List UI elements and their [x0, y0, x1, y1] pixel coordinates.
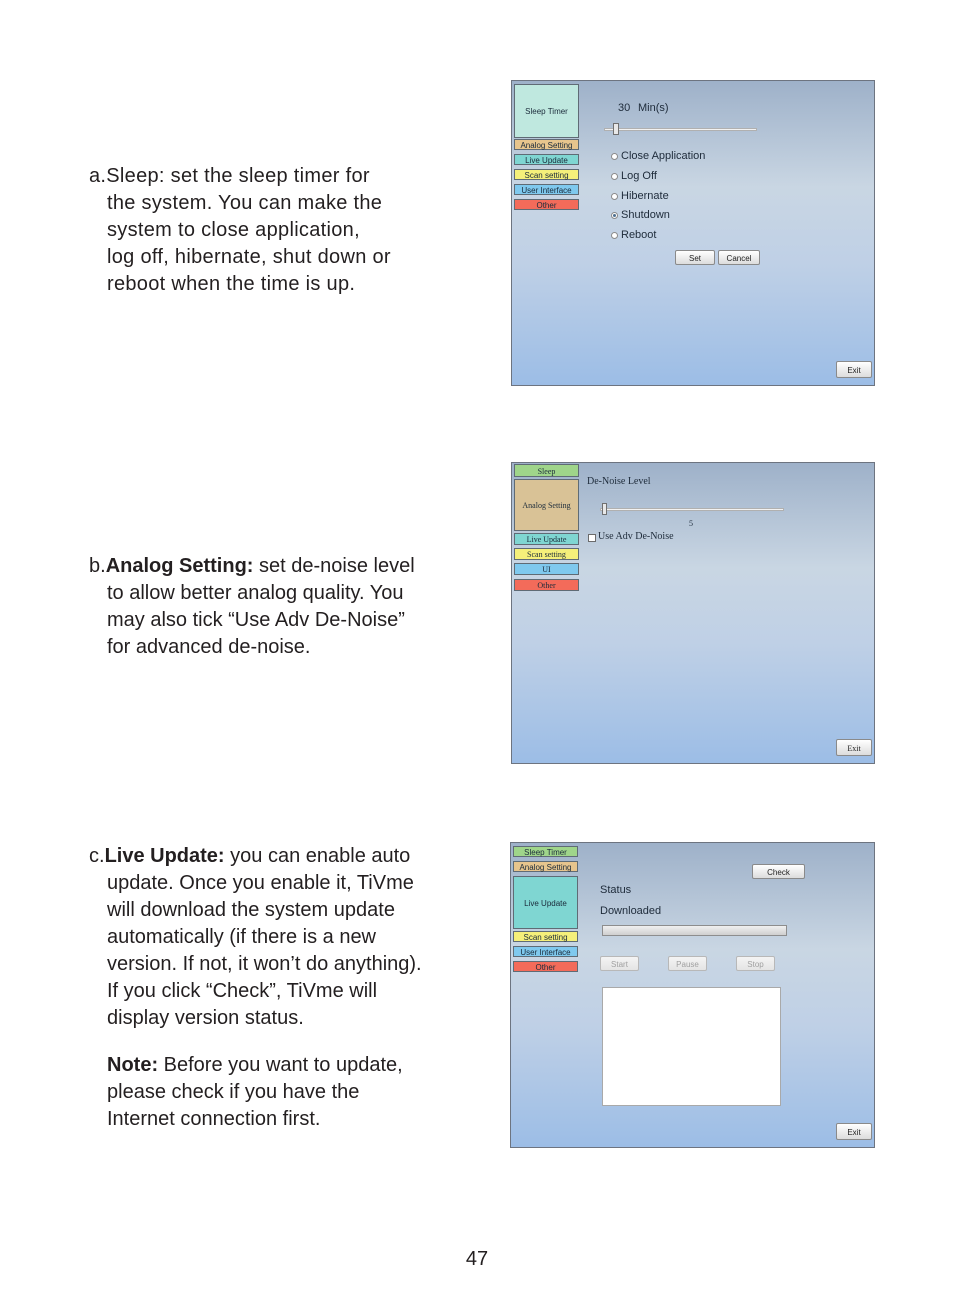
exit-button[interactable]: Exit: [836, 1123, 872, 1140]
tab-sleep[interactable]: Sleep: [514, 464, 579, 477]
pause-button[interactable]: Pause: [668, 956, 707, 971]
analog-setting-panel: [511, 462, 875, 764]
section-a-line: log off, hibernate, shut down or: [107, 246, 391, 268]
tab-live-update[interactable]: Live Update: [514, 533, 579, 545]
option-close-application: Close Application: [621, 150, 706, 162]
section-c-title: Live Update:: [104, 845, 225, 867]
tab-sleep-timer[interactable]: Sleep Timer: [514, 84, 579, 138]
radio-hibernate[interactable]: [611, 193, 618, 200]
option-reboot: Reboot: [621, 229, 657, 241]
timer-value: 30: [618, 102, 631, 114]
section-c-line: will download the system update: [107, 899, 395, 921]
note-line: Internet connection first.: [107, 1108, 321, 1130]
denoise-value: 5: [689, 519, 693, 528]
tab-other[interactable]: Other: [514, 579, 579, 591]
tab-ui[interactable]: UI: [514, 563, 579, 575]
tab-analog-setting[interactable]: Analog Setting: [514, 139, 579, 150]
section-c-first-rest: you can enable auto: [224, 845, 411, 867]
note-first-rest: Before you want to update,: [158, 1054, 403, 1076]
timer-unit: Min(s): [638, 102, 669, 114]
page-number: 47: [465, 1248, 489, 1270]
sleep-timer-slider-thumb[interactable]: [613, 123, 619, 135]
section-c-line: update. Once you enable it, TiVme: [107, 872, 414, 894]
section-c-line: display version status.: [107, 1007, 304, 1029]
section-b-first-line: [89, 553, 467, 580]
stop-button[interactable]: Stop: [736, 956, 775, 971]
adv-denoise-checkbox[interactable]: [588, 534, 596, 542]
check-button[interactable]: Check: [752, 864, 805, 879]
tab-other[interactable]: Other: [514, 199, 579, 210]
section-c-line: version. If not, it won’t do anything).: [107, 953, 422, 975]
section-b-first-rest: set de-noise level: [253, 555, 415, 577]
note-line: please check if you have the: [107, 1081, 360, 1103]
note-first-line: [107, 1052, 464, 1079]
section-b-line: for advanced de-noise.: [107, 636, 311, 658]
section-a-text: [89, 163, 437, 298]
status-label: Status: [600, 884, 632, 896]
radio-shutdown[interactable]: [611, 212, 618, 219]
cancel-button[interactable]: Cancel: [718, 250, 760, 265]
denoise-slider[interactable]: [600, 508, 784, 511]
exit-button[interactable]: Exit: [836, 739, 872, 756]
set-button[interactable]: Set: [675, 250, 715, 265]
denoise-slider-thumb[interactable]: [602, 503, 607, 515]
option-shutdown: Shutdown: [621, 209, 670, 221]
section-c-line: automatically (if there is a new: [107, 926, 377, 948]
option-hibernate: Hibernate: [621, 190, 669, 202]
live-update-panel: [510, 842, 875, 1148]
radio-close-application[interactable]: [611, 153, 618, 160]
section-a-line: reboot when the time is up.: [107, 273, 356, 295]
tab-live-update[interactable]: Live Update: [513, 876, 578, 929]
option-log-off: Log Off: [621, 170, 657, 182]
tab-analog-setting[interactable]: Analog Setting: [513, 861, 578, 872]
section-b-title: Analog Setting:: [105, 555, 254, 577]
radio-reboot[interactable]: [611, 232, 618, 239]
section-c-text: [89, 843, 464, 1032]
tab-sleep-timer[interactable]: Sleep Timer: [513, 846, 578, 857]
adv-denoise-label: Use Adv De-Noise: [598, 531, 674, 542]
section-b-prefix: b.: [89, 555, 106, 577]
status-value: Downloaded: [600, 905, 662, 917]
tab-live-update[interactable]: Live Update: [514, 154, 579, 165]
section-b-line: may also tick “Use Adv De-Noise”: [107, 609, 405, 631]
section-b-line: to allow better analog quality. You: [107, 582, 404, 604]
version-status-box[interactable]: [602, 987, 781, 1106]
tab-other[interactable]: Other: [513, 961, 578, 972]
tab-scan-setting[interactable]: Scan setting: [513, 931, 578, 942]
sleep-timer-panel: [511, 80, 875, 386]
radio-log-off[interactable]: [611, 173, 618, 180]
tab-scan-setting[interactable]: Scan setting: [514, 548, 579, 560]
section-c-prefix: c.: [89, 845, 105, 867]
sleep-timer-slider[interactable]: [604, 128, 757, 131]
exit-button[interactable]: Exit: [836, 361, 872, 378]
section-b-text: [89, 553, 467, 661]
tab-analog-setting[interactable]: Analog Setting: [514, 479, 579, 531]
start-button[interactable]: Start: [600, 956, 639, 971]
section-c-note: [107, 1052, 464, 1133]
section-a-line: the system. You can make the: [107, 192, 383, 214]
download-progress-bar: [602, 925, 787, 936]
section-a-line: a.Sleep: set the sleep timer for: [89, 165, 370, 187]
tab-scan-setting[interactable]: Scan setting: [514, 169, 579, 180]
denoise-label: De-Noise Level: [587, 476, 651, 487]
tab-user-interface[interactable]: User Interface: [513, 946, 578, 957]
section-c-first-line: [89, 843, 464, 870]
section-c-line: If you click “Check”, TiVme will: [107, 980, 378, 1002]
tab-user-interface[interactable]: User Interface: [514, 184, 579, 195]
note-label: Note:: [107, 1054, 159, 1076]
section-a-line: system to close application,: [107, 219, 360, 241]
